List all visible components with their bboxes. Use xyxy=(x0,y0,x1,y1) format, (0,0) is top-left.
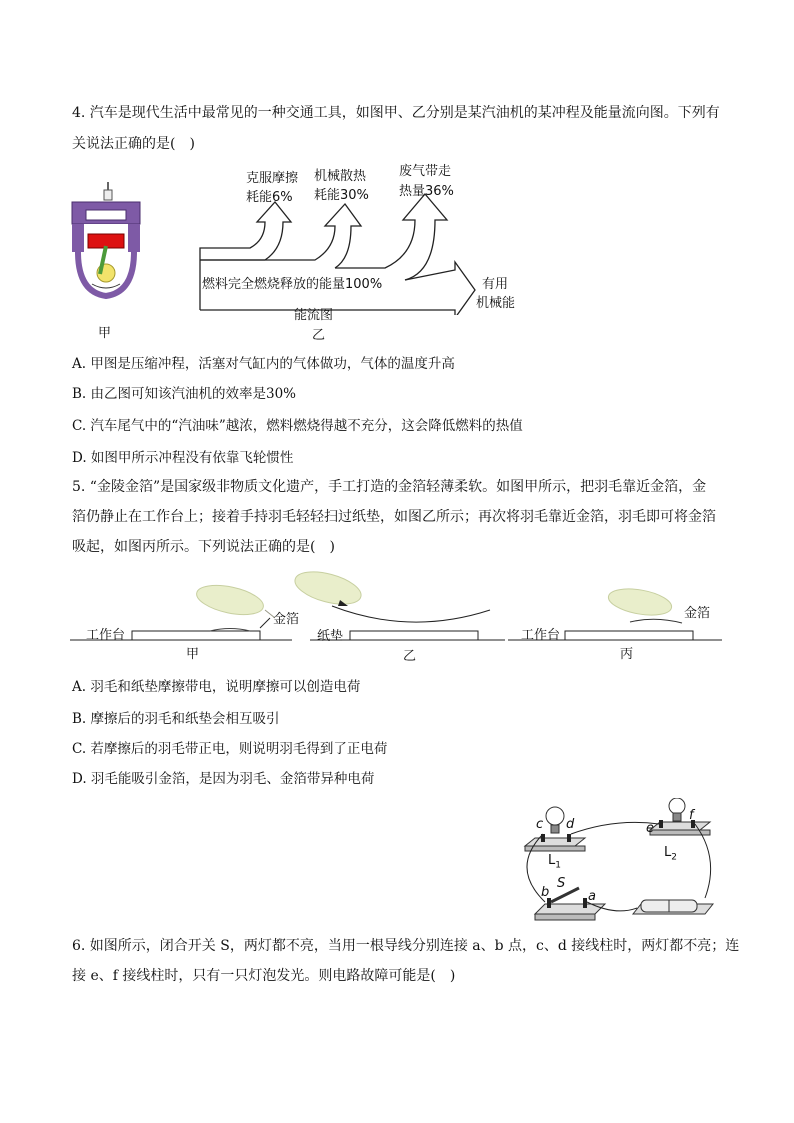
flow-useful-line2: 机械能 xyxy=(476,296,516,311)
flow-heat-line1: 机械散热 xyxy=(314,169,367,184)
energy-flow-diagram xyxy=(195,190,485,315)
flow-exhaust-line1: 废气带走 xyxy=(399,164,452,179)
q4-fig-yi-label: 乙 xyxy=(312,328,326,343)
fig-jia-label: 甲 xyxy=(186,647,200,662)
fig-jia-foil-label: 金箔 xyxy=(273,612,300,627)
q6-stem-line2: 接 e、f 接线柱时，只有一只灯泡发光。则电路故障可能是( ) xyxy=(72,968,456,984)
flow-exhaust-line2: 热量36% xyxy=(399,184,454,199)
q4-option-c: C. 汽车尾气中的“汽油味”越浓，燃料燃烧得越不充分，这会降低燃料的热值 xyxy=(72,418,523,434)
flow-friction-line1: 克服摩擦 xyxy=(246,171,299,186)
terminal-c-label: c xyxy=(536,817,544,832)
q6-stem-line1: 6. 如图所示，闭合开关 S，两灯都不亮，当用一根导线分别连接 a、b 点，c、d 接线柱时，两灯都不亮；连 xyxy=(72,938,740,954)
flow-useful-line1: 有用 xyxy=(482,277,509,292)
fig-bing-label: 丙 xyxy=(620,647,634,662)
fig-yi-pad-label: 纸垫 xyxy=(317,629,344,644)
terminal-e-label: e xyxy=(646,821,654,836)
lamp-l1-label: $L_1$ xyxy=(548,853,561,871)
flow-heat-line2: 耗能30% xyxy=(314,188,369,203)
q4-option-b: B. 由乙图可知该汽油机的效率是30% xyxy=(72,386,297,402)
q5-option-c: C. 若摩擦后的羽毛带正电，则说明羽毛得到了正电荷 xyxy=(72,741,388,757)
q4-stem-line2: 关说法正确的是( ) xyxy=(72,136,195,152)
q5-option-d: D. 羽毛能吸引金箔，是因为羽毛、金箔带异种电荷 xyxy=(72,771,375,787)
point-b-label: b xyxy=(541,885,550,900)
point-a-label: a xyxy=(588,889,596,904)
terminal-f-label: f xyxy=(689,808,694,823)
fig-jia-table-label: 工作台 xyxy=(86,628,126,643)
engine-cylinder-figure xyxy=(66,180,146,305)
q5-option-a: A. 羽毛和纸垫摩擦带电，说明摩擦可以创造电荷 xyxy=(72,679,361,695)
q5-stem-line3: 吸起，如图丙所示。下列说法正确的是( ) xyxy=(72,539,335,555)
flow-fuel-label: 燃料完全燃烧释放的能量100% xyxy=(202,277,383,292)
flow-friction-line2: 耗能6% xyxy=(246,190,293,205)
q5-stem-line1: 5. “金陵金箔”是国家级非物质文化遗产，手工打造的金箔轻薄柔软。如图甲所示，把羽毛靠近金箔，金 xyxy=(72,479,707,495)
fig-bing-table-label: 工作台 xyxy=(521,628,561,643)
terminal-d-label: d xyxy=(566,817,575,832)
feather-foil-figures xyxy=(70,570,725,650)
q5-stem-line2: 箔仍静止在工作台上；接着手持羽毛轻轻扫过纸垫，如图乙所示；再次将羽毛靠近金箔，羽毛即可将金箔 xyxy=(72,509,716,525)
q4-option-a: A. 甲图是压缩冲程，活塞对气缸内的气体做功，气体的温度升高 xyxy=(72,356,455,372)
q4-stem-line1: 4. 汽车是现代生活中最常见的一种交通工具，如图甲、乙分别是某汽油机的某冲程及能量流向图。下列有 xyxy=(72,105,720,121)
fig-yi-label: 乙 xyxy=(403,649,417,664)
switch-s-label: S xyxy=(557,876,566,891)
lamp-l2-label: $L_2$ xyxy=(664,845,677,863)
q4-option-d: D. 如图甲所示冲程没有依靠飞轮惯性 xyxy=(72,450,294,466)
flow-caption: 能流图 xyxy=(294,308,334,323)
q5-option-b: B. 摩擦后的羽毛和纸垫会相互吸引 xyxy=(72,711,280,727)
fig-bing-foil-label: 金箔 xyxy=(684,606,711,621)
q4-fig-jia-label: 甲 xyxy=(98,326,112,341)
